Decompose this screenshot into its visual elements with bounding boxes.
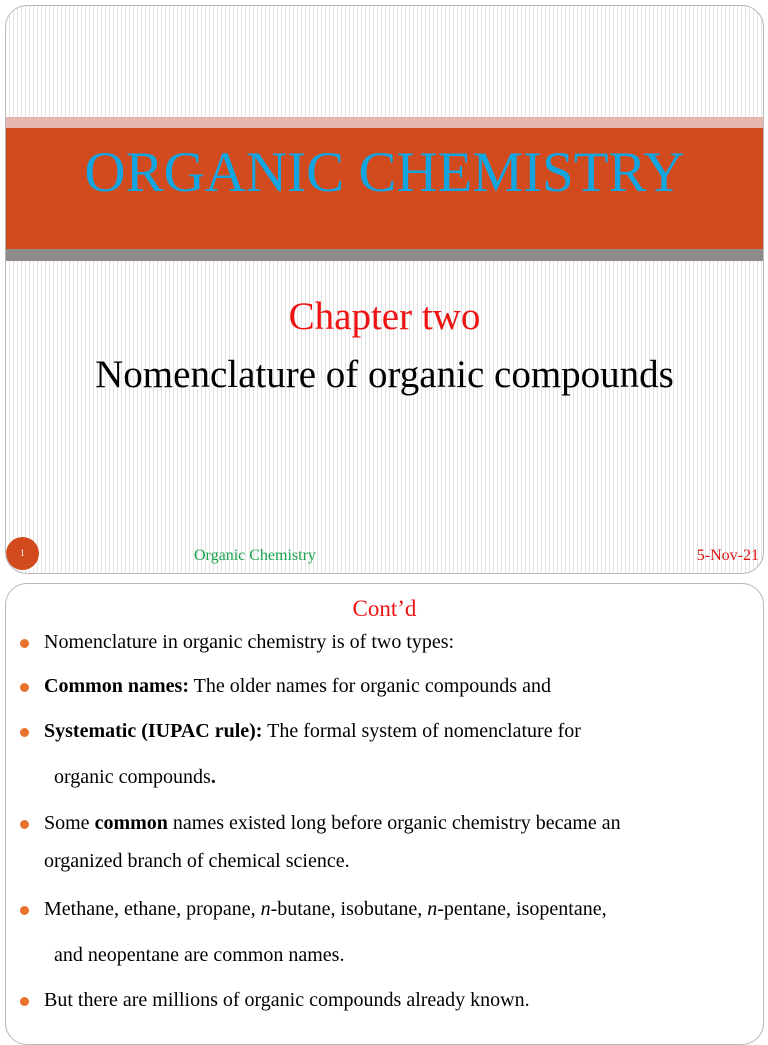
bullet-continuation	[44, 848, 350, 874]
bullet-text: The formal system of nomenclature for	[262, 720, 581, 742]
bullet-dot-icon	[20, 683, 29, 692]
bullet-text: and neopentane are common names.	[54, 944, 345, 966]
bullet-bold-term: common	[94, 812, 168, 834]
bullet-dot-icon	[20, 906, 29, 915]
bullet-continuation	[54, 942, 344, 968]
bullet-continuation	[54, 764, 216, 790]
bullet-dot-icon	[20, 639, 29, 648]
title-slide	[5, 5, 764, 574]
bullet-text: names existed long before organic chemistry became an	[167, 812, 621, 834]
bullet-dot-icon	[20, 728, 29, 737]
bullet-text: Some	[44, 812, 95, 834]
footer-date: 5-Nov-21	[696, 547, 759, 564]
bullet-dot-icon	[20, 997, 29, 1006]
bullet-item	[44, 718, 581, 744]
slide-title: ORGANIC CHEMISTRY	[84, 141, 685, 204]
bullet-text: The older names for organic compounds and	[189, 675, 551, 697]
bullet-item	[44, 987, 530, 1013]
footer-title: Organic Chemistry	[194, 547, 316, 564]
bullet-text: -pentane, isopentane,	[437, 898, 607, 920]
content-slide	[5, 583, 764, 1045]
bullet-italic-term: n	[260, 898, 271, 920]
decorative-gray-band	[6, 249, 763, 261]
chapter-subtitle: Chapter two	[288, 295, 481, 338]
bullet-item	[44, 629, 454, 655]
bullet-item	[44, 810, 621, 836]
bullet-dot-icon	[20, 820, 29, 829]
chapter-heading: Nomenclature of organic compounds	[95, 353, 674, 396]
bullet-item	[44, 896, 607, 922]
page-number-badge: 1	[6, 537, 39, 570]
bullet-text: But there are millions of organic compounds already known.	[44, 989, 530, 1011]
bullet-text: Methane, ethane, propane,	[44, 898, 261, 920]
bullet-text: organic compounds	[54, 766, 211, 788]
bullet-text: Nomenclature in organic chemistry is of two types:	[44, 631, 455, 653]
bullet-italic-term: n	[427, 898, 438, 920]
bullet-list	[6, 584, 763, 1044]
bullet-text: organized branch of chemical science.	[44, 850, 350, 872]
slide-heading: Cont’d	[352, 596, 417, 621]
bullet-item	[44, 673, 551, 699]
decorative-pink-band	[6, 117, 763, 128]
bullet-bold-term: .	[210, 766, 216, 788]
bullet-bold-term: Common names:	[44, 675, 189, 697]
bullet-text: -butane, isobutane,	[270, 898, 428, 920]
bullet-bold-term: Systematic (IUPAC rule):	[44, 720, 263, 742]
